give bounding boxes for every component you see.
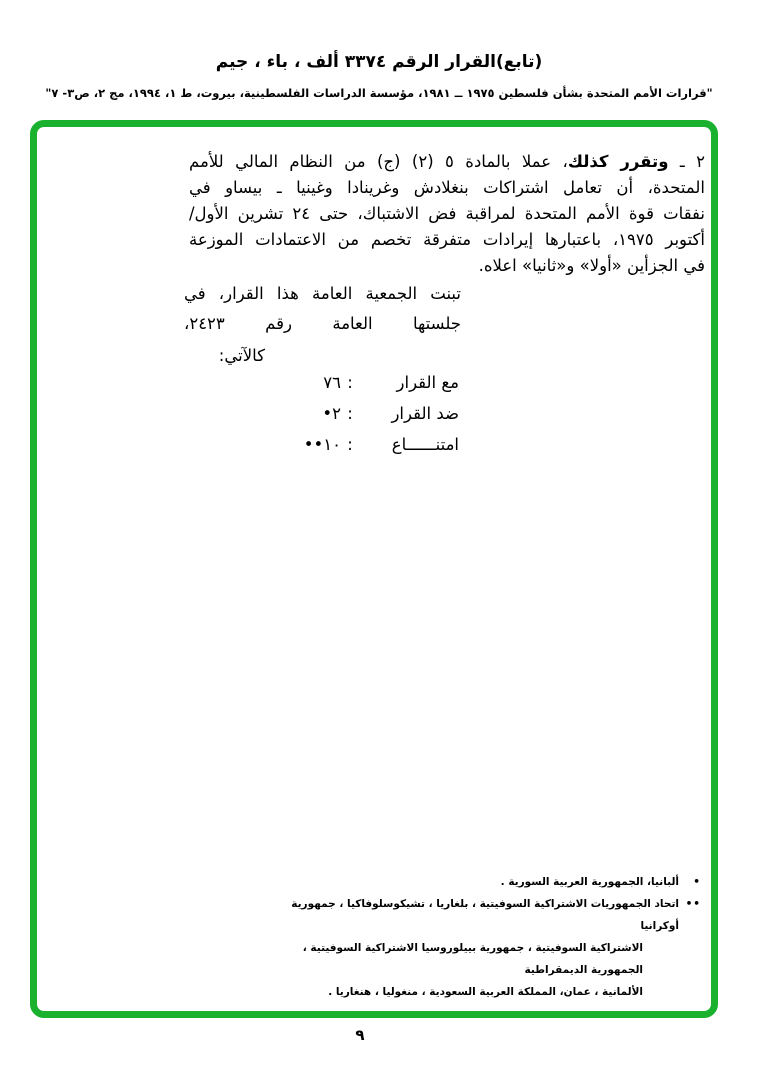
paragraph-line: في الجزأين «أولا» و«ثانيا» اعلاه.	[478, 256, 705, 275]
resolution-frame	[30, 120, 718, 1018]
vote-separator: :	[347, 404, 353, 423]
page-title: (تابع)القرار الرقم ٣٣٧٤ ألف ، باء ، جيم	[215, 52, 543, 72]
vote-row-for	[279, 367, 459, 398]
vote-label: مع القرار	[396, 373, 459, 392]
footnote-text-continuation: الألمانية ، عمان، المملكة العربية السعودية ، منغوليا ، هنغاريا .	[328, 986, 643, 998]
footnote-text-continuation: الاشتراكية السوفيتية ، جمهورية بييلوروسيا الاشتراكية السوفيتية ، الجمهورية الديمقراطية	[302, 942, 643, 976]
paragraph-line	[189, 149, 705, 175]
footnotes-block	[271, 871, 701, 1003]
footnote-abstain	[271, 893, 701, 937]
vote-row-abstain	[279, 429, 459, 460]
adoption-followup: كالآتي:	[218, 346, 265, 365]
decision-phrase: وتقرر كذلك	[567, 152, 669, 171]
paragraph-line: أكتوبر ١٩٧٥، باعتبارها إيرادات متفرقة تخصم من الاعتمادات الموزعة	[189, 230, 705, 249]
footnote-marker: ••	[685, 898, 701, 910]
vote-value: ٢•	[322, 404, 341, 423]
clause-number: ٢ ـ	[668, 152, 706, 171]
adoption-line: جلستها العامة رقم ٢٤٢٣،	[184, 314, 461, 333]
paragraph-line: المتحدة، أن تعامل اشتراكات بنغلادش وغرينادا وغينيا ـ بيساو في	[189, 178, 705, 197]
paragraph-line-text: ، عملا بالمادة ٥ (٢) (ج) من النظام المالي للأمم	[189, 152, 568, 171]
vote-separator: :	[347, 373, 353, 392]
footnote-text: اتحاد الجمهوريات الاشتراكية السوفيتية ، بلغاريا ، تشيكوسلوفاكيا ، جمهورية أوكرانيا	[291, 898, 679, 932]
vote-results	[279, 367, 459, 460]
footnote-marker: •	[693, 876, 701, 888]
vote-value: ١٠••	[303, 435, 341, 454]
vote-value: ٧٦	[323, 373, 341, 392]
resolution-paragraph	[189, 149, 705, 279]
vote-row-against	[279, 398, 459, 429]
source-citation: "قرارات الأمم المتحدة بشأن فلسطين ١٩٧٥ ــ ١٩٨١، مؤسسة الدراسات الفلسطينية، بيروت، ط ١، ١٩٩٤، مج ٢، ص٣- ٧"	[45, 86, 713, 100]
paragraph-line: نفقات قوة الأمم المتحدة لمراقبة فض الاشتباك، حتى ٢٤ تشرين الأول/	[189, 204, 705, 223]
vote-separator: :	[347, 435, 353, 454]
vote-label: امتنــــــاع	[391, 435, 459, 454]
footnote-against	[271, 871, 701, 893]
adoption-line: تبنت الجمعية العامة هذا القرار، في	[184, 284, 461, 303]
adoption-statement	[184, 279, 461, 339]
vote-label: ضد القرار	[391, 404, 459, 423]
page-number: ٩	[355, 1026, 365, 1044]
footnote-text: ألبانيا، الجمهورية العربية السورية .	[500, 876, 679, 888]
